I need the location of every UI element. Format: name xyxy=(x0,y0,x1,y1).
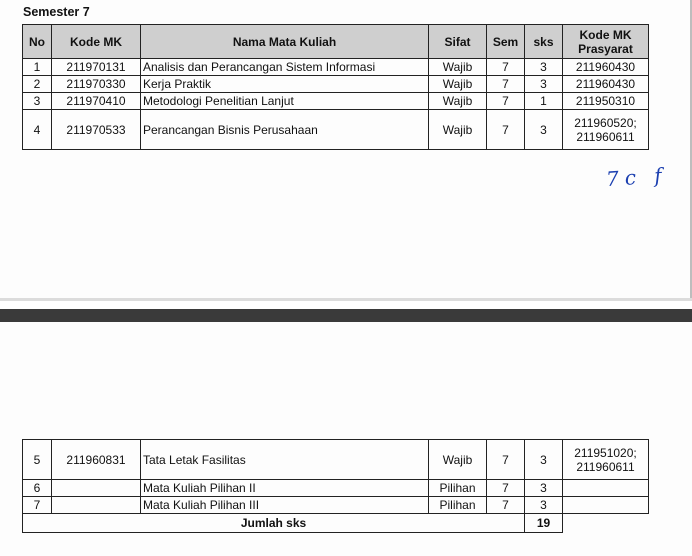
header-prasyarat: Kode MK Prasyarat xyxy=(563,25,649,59)
cell-prasyarat xyxy=(563,480,649,497)
cell-no: 5 xyxy=(23,440,52,480)
table-row xyxy=(23,76,649,93)
cell-prasyarat xyxy=(563,497,649,514)
cell-sks: 3 xyxy=(525,59,563,76)
semester-title: Semester 7 xyxy=(23,5,90,19)
page-break-bar xyxy=(0,309,692,322)
cell-sks: 3 xyxy=(525,440,563,480)
cell-sifat: Wajib xyxy=(429,93,487,110)
table-row xyxy=(23,59,649,76)
cell-prasyarat: 211960430 xyxy=(563,59,649,76)
header-sifat: Sifat xyxy=(429,25,487,59)
cell-nama: Kerja Praktik xyxy=(141,76,429,93)
table-row xyxy=(23,110,649,150)
cell-sks: 3 xyxy=(525,480,563,497)
course-table-bottom xyxy=(22,439,649,533)
cell-kode: 211970533 xyxy=(52,110,141,150)
cell-nama: Tata Letak Fasilitas xyxy=(141,440,429,480)
cell-nama: Perancangan Bisnis Perusahaan xyxy=(141,110,429,150)
cell-sem: 7 xyxy=(487,497,525,514)
cell-sks: 3 xyxy=(525,110,563,150)
cell-kode: 211970330 xyxy=(52,76,141,93)
cell-sem: 7 xyxy=(487,59,525,76)
empty-cell xyxy=(563,514,649,533)
cell-nama: Mata Kuliah Pilihan III xyxy=(141,497,429,514)
table-row xyxy=(23,440,649,480)
cell-sem: 7 xyxy=(487,110,525,150)
cell-no: 7 xyxy=(23,497,52,514)
cell-prasyarat: 211950310 xyxy=(563,93,649,110)
header-sks: sks xyxy=(525,25,563,59)
cell-no: 1 xyxy=(23,59,52,76)
cell-kode: 211970410 xyxy=(52,93,141,110)
total-label: Jumlah sks xyxy=(23,514,525,533)
table-header-row xyxy=(23,25,649,59)
cell-sifat: Pilihan xyxy=(429,497,487,514)
cell-sem: 7 xyxy=(487,76,525,93)
cell-sifat: Wajib xyxy=(429,440,487,480)
cell-no: 6 xyxy=(23,480,52,497)
table-row xyxy=(23,93,649,110)
cell-sifat: Wajib xyxy=(429,59,487,76)
cell-sks: 1 xyxy=(525,93,563,110)
cell-nama: Analisis dan Perancangan Sistem Informasi xyxy=(141,59,429,76)
course-table-top xyxy=(22,24,649,150)
total-row xyxy=(23,514,649,533)
cell-no: 2 xyxy=(23,76,52,93)
cell-sem: 7 xyxy=(487,93,525,110)
cell-sifat: Pilihan xyxy=(429,480,487,497)
cell-kode: 211960831 xyxy=(52,440,141,480)
cell-prasyarat: 211951020; 211960611 xyxy=(563,440,649,480)
cell-nama: Mata Kuliah Pilihan II xyxy=(141,480,429,497)
cell-sem: 7 xyxy=(487,480,525,497)
cell-nama: Metodologi Penelitian Lanjut xyxy=(141,93,429,110)
total-value: 19 xyxy=(525,514,563,533)
header-no: No xyxy=(23,25,52,59)
table-row xyxy=(23,480,649,497)
cell-sem: 7 xyxy=(487,440,525,480)
cell-sks: 3 xyxy=(525,497,563,514)
header-sem: Sem xyxy=(487,25,525,59)
cell-no: 3 xyxy=(23,93,52,110)
cell-prasyarat: 211960430 xyxy=(563,76,649,93)
page-divider-line xyxy=(0,298,692,301)
handwritten-initials: 7c f xyxy=(605,162,669,192)
cell-prasyarat: 211960520; 211960611 xyxy=(563,110,649,150)
cell-kode xyxy=(52,497,141,514)
cell-kode: 211970131 xyxy=(52,59,141,76)
header-kode-mk: Kode MK xyxy=(52,25,141,59)
cell-sifat: Wajib xyxy=(429,76,487,93)
cell-sks: 3 xyxy=(525,76,563,93)
header-nama-mk: Nama Mata Kuliah xyxy=(141,25,429,59)
table-row xyxy=(23,497,649,514)
cell-sifat: Wajib xyxy=(429,110,487,150)
cell-kode xyxy=(52,480,141,497)
cell-no: 4 xyxy=(23,110,52,150)
